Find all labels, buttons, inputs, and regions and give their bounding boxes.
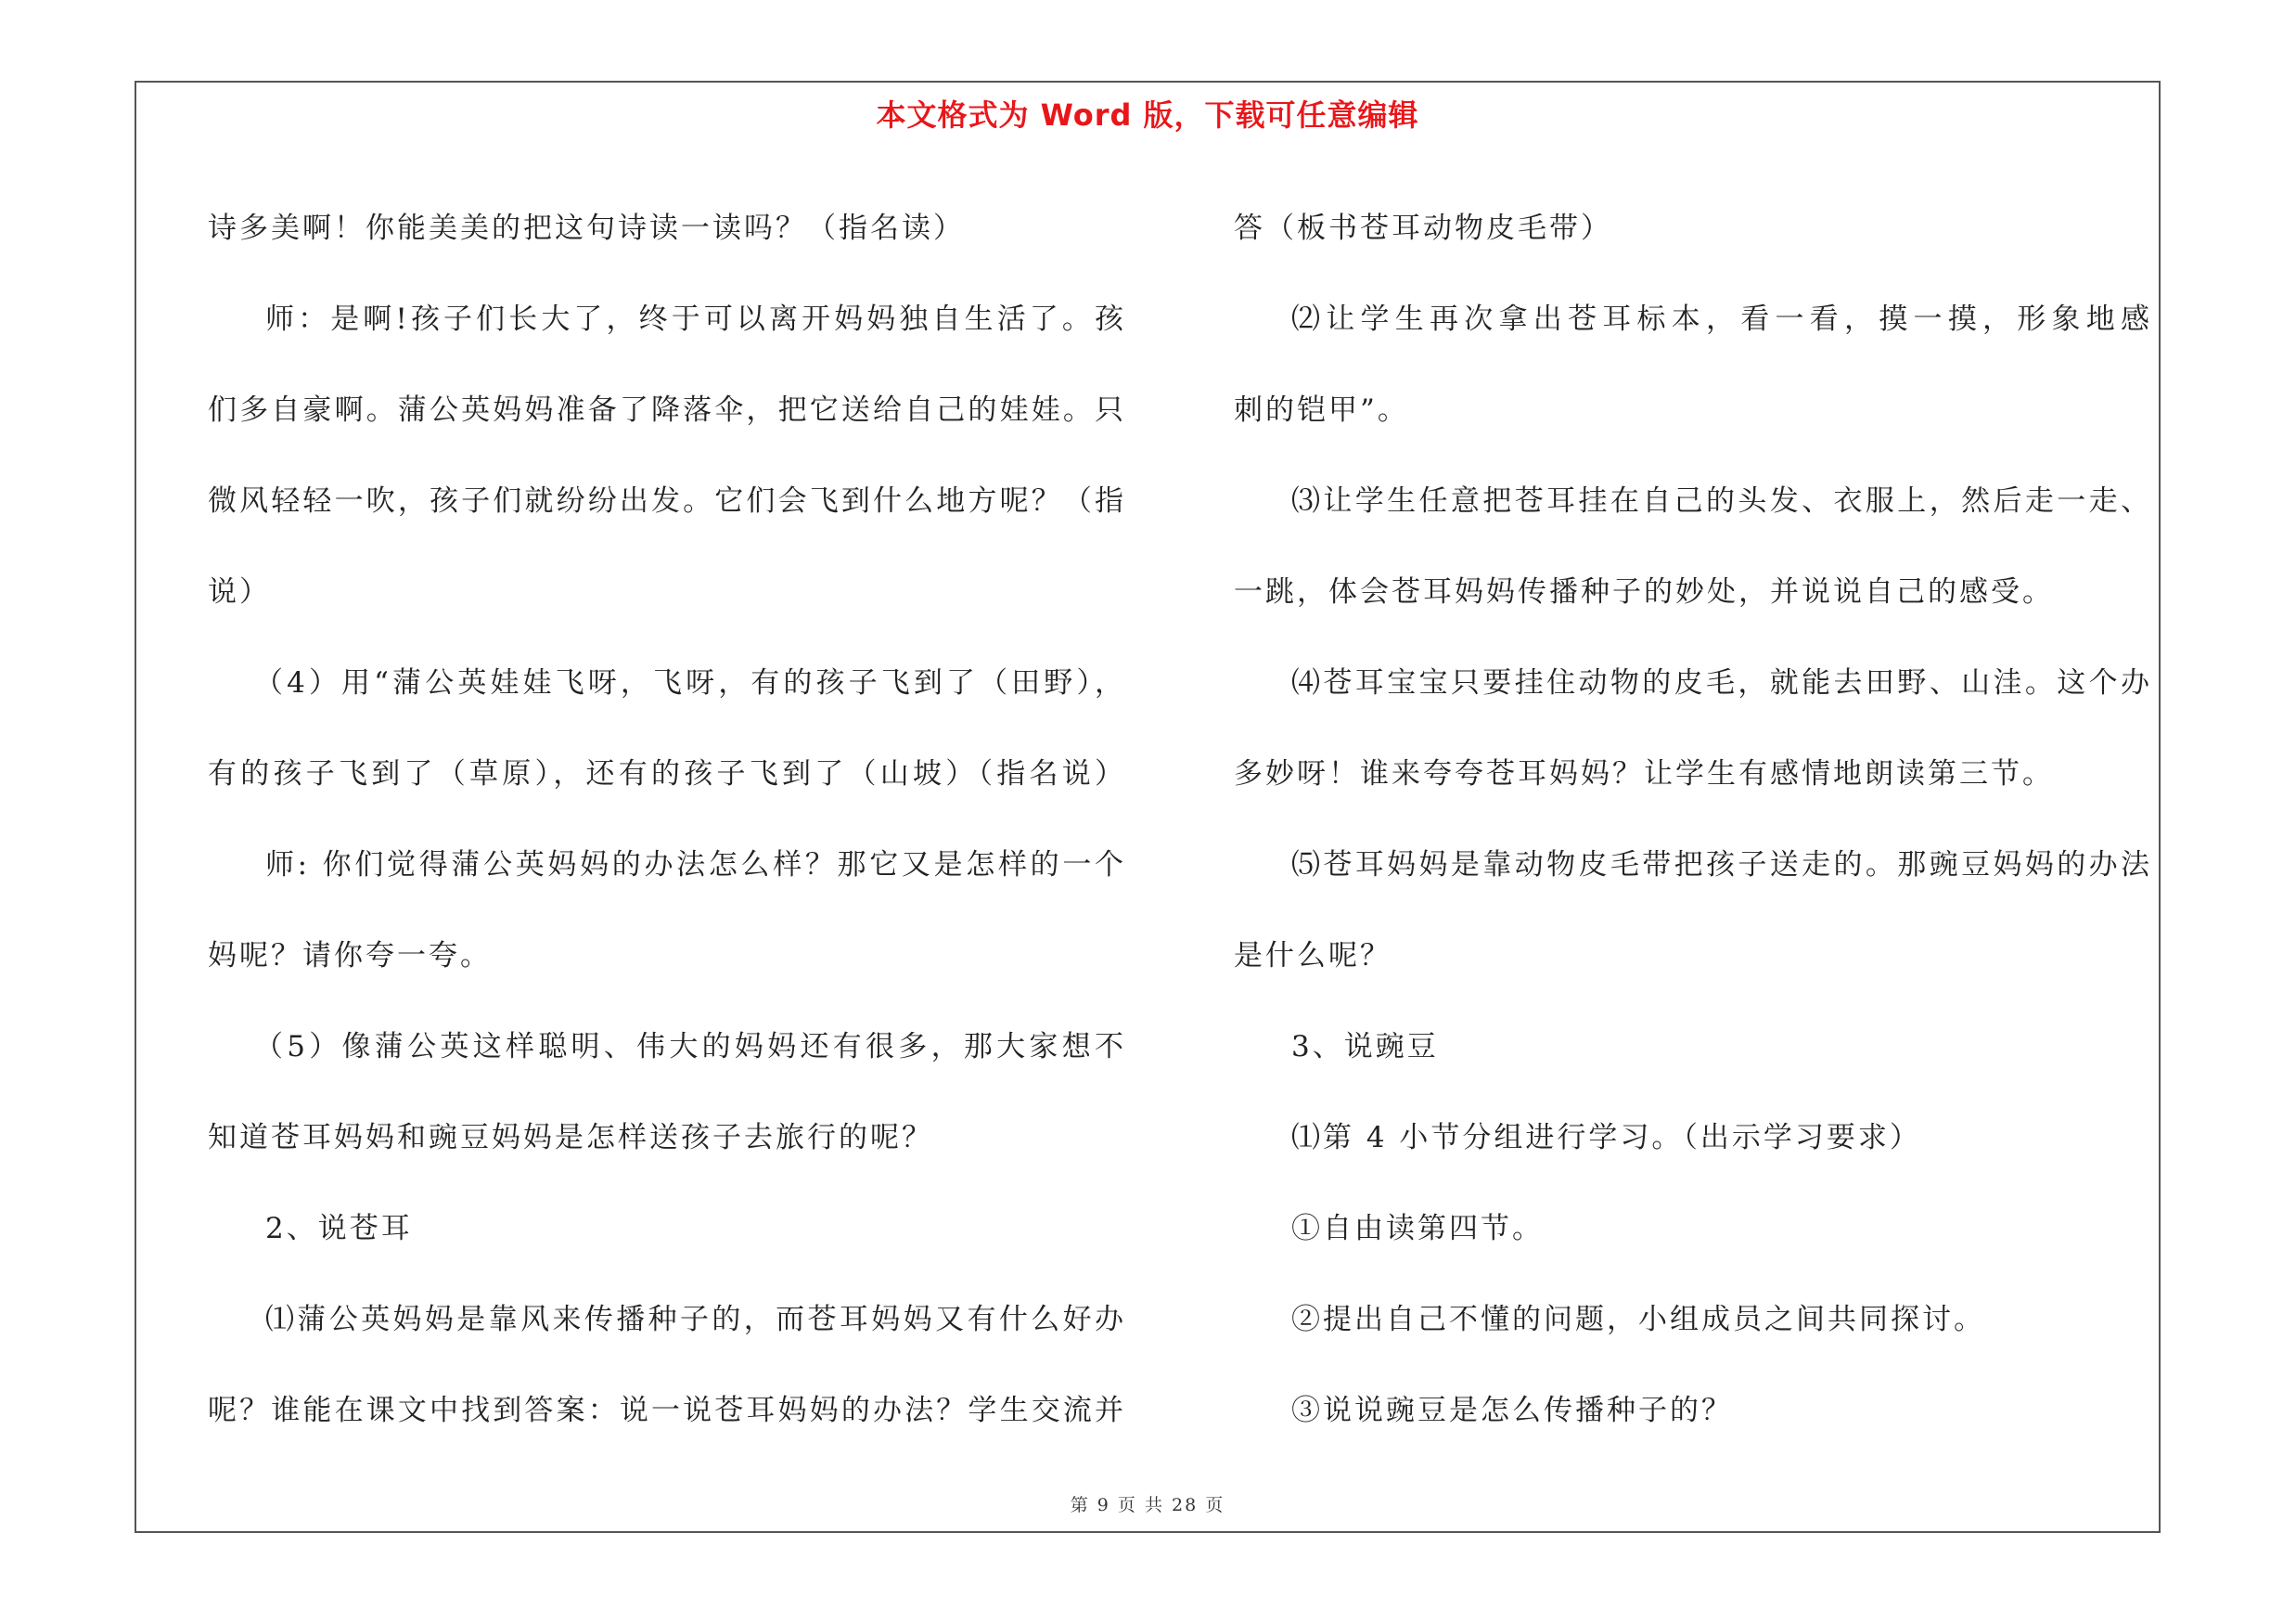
paragraph-line: 呢？谁能在课文中找到答案：说一说苍耳妈妈的办法？学生交流并 [208,1394,1126,1427]
page-number: 第 9 页 共 28 页 [1070,1495,1225,1515]
paragraph-line: 说） [208,575,271,609]
paragraph-line: ⑴蒲公英妈妈是靠风来传播种子的，而苍耳妈妈又有什么好办 [265,1303,1126,1336]
left-column [208,183,1126,1456]
paragraph-line: ⑸苍耳妈妈是靠动物皮毛带把孩子送走的。那豌豆妈妈的办法 [1291,848,2152,882]
paragraph-line: 们多自豪啊。蒲公英妈妈准备了降落伞，把它送给自己的娃娃。只 [208,393,1126,427]
list-item: ①自由读第四节。 [1291,1212,1544,1245]
page-frame [135,81,2161,1533]
list-item: ②提出自己不懂的问题，小组成员之间共同探讨。 [1291,1303,1985,1336]
paragraph-line: 师：是啊!孩子们长大了，终于可以离开妈妈独自生活了。孩 [265,303,1126,336]
paragraph-line: ⑶让学生任意把苍耳挂在自己的头发、衣服上，然后走一走、 [1291,484,2152,518]
paragraph-line: ⑴第 4 小节分组进行学习。（出示学习要求） [1291,1121,1921,1154]
paragraph-line: 答（板书苍耳动物皮毛带） [1234,212,1612,245]
paragraph-line: 有的孩子飞到了（草原），还有的孩子飞到了（山坡）（指名说） [208,757,1126,791]
paragraph-line: ⑵让学生再次拿出苍耳标本，看一看，摸一摸，形象地感 [1291,303,2152,336]
section-heading: 3、说豌豆 [1291,1030,1439,1063]
list-item: ③说说豌豆是怎么传播种子的？ [1291,1394,1733,1427]
paragraph-line: 妈呢？请你夸一夸。 [208,939,492,973]
right-column [1234,183,2152,1456]
paragraph-line: 师: 你们觉得蒲公英妈妈的办法怎么样？那它又是怎样的一个 [265,848,1126,882]
paragraph-line: 微风轻轻一吹，孩子们就纷纷出发。它们会飞到什么地方呢？（指 [208,484,1126,518]
paragraph-line: （5）像蒲公英这样聪明、伟大的妈妈还有很多，那大家想不 [254,1030,1126,1063]
paragraph-line: 多妙呀！谁来夸夸苍耳妈妈？让学生有感情地朗读第三节。 [1234,757,2054,791]
paragraph-line: 一跳，体会苍耳妈妈传播种子的妙处，并说说自己的感受。 [1234,575,2054,609]
paragraph-line: 知道苍耳妈妈和豌豆妈妈是怎样送孩子去旅行的呢？ [208,1121,933,1154]
paragraph-line: 诗多美啊！你能美美的把这句诗读一读吗？（指名读） [208,212,965,245]
paragraph-line: 是什么呢？ [1234,939,1392,973]
paragraph-line: ⑷苍耳宝宝只要挂住动物的皮毛，就能去田野、山洼。这个办 [1291,666,2152,700]
paragraph-line: （4）用“蒲公英娃娃飞呀，飞呀，有的孩子飞到了（田野）， [254,666,1126,700]
paragraph-line: 刺的铠甲”。 [1234,393,1409,427]
section-heading: 2、说苍耳 [265,1212,413,1245]
header-banner: 本文格式为 Word 版，下载可任意编辑 [876,97,1419,133]
